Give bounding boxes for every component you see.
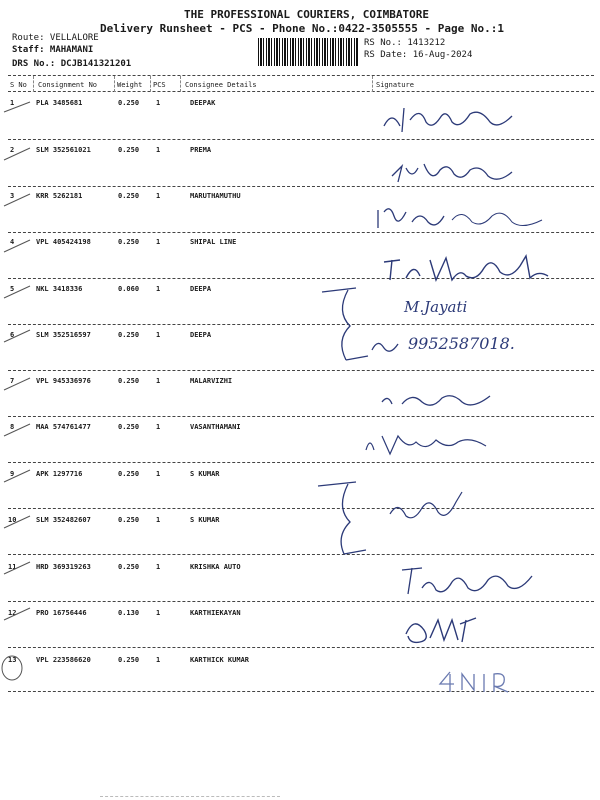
row-sno: 13 <box>8 656 17 664</box>
signature-3 <box>372 200 552 234</box>
row-consignment: VPL 223586620 <box>36 656 91 664</box>
header-top-rule <box>8 75 594 76</box>
col-sno: S No <box>10 81 27 89</box>
signature-2 <box>388 156 528 188</box>
row-pcs: 1 <box>156 331 161 339</box>
row-pcs: 1 <box>156 516 161 524</box>
row-weight: 0.250 <box>118 331 140 339</box>
row-sno: 10 <box>8 516 17 524</box>
row-consignee: VASANTHAMANI <box>190 423 241 431</box>
row-weight: 0.250 <box>118 192 140 200</box>
row-sno: 4 <box>10 238 15 246</box>
row-consignment: SLM 352516597 <box>36 331 91 339</box>
row-sno: 8 <box>10 423 15 431</box>
signature-12 <box>436 664 526 696</box>
signature-11 <box>400 610 490 650</box>
row-consignee: KARTHICK KUMAR <box>190 656 250 664</box>
row-consignment: PRO 16756446 <box>36 609 87 617</box>
row-sno: 2 <box>10 146 15 154</box>
row-consignment: APK 1297716 <box>36 470 83 478</box>
row-pcs: 1 <box>156 377 161 385</box>
row-consignee: DEEPA <box>190 331 212 339</box>
row-sno: 12 <box>8 609 17 617</box>
bracket-mark-2 <box>312 474 372 560</box>
row-sno: 3 <box>10 192 15 200</box>
signature-6-text: 9952587018. <box>408 334 515 353</box>
row-rule <box>8 416 594 417</box>
col-pcs: PCS <box>153 81 166 89</box>
signature-7 <box>378 384 508 414</box>
row-consignee: KRISHKA AUTO <box>190 563 241 571</box>
col-divider <box>180 76 181 92</box>
row-consignment: PLA 3485681 <box>36 99 83 107</box>
row-pcs: 1 <box>156 99 161 107</box>
row-consignee: DEEPAK <box>190 99 216 107</box>
row-consignment: SLM 352482607 <box>36 516 91 524</box>
row-weight: 0.250 <box>118 146 140 154</box>
row-sno: 11 <box>8 563 17 571</box>
row-pcs: 1 <box>156 609 161 617</box>
col-consignee: Consignee Details <box>185 81 257 89</box>
staff-label: Staff: MAHAMANI <box>12 45 94 55</box>
route-label: Route: VELLALORE <box>12 33 99 43</box>
col-signature: Signature <box>376 81 414 89</box>
row-pcs: 1 <box>156 285 161 293</box>
row-consignee: DEEPA <box>190 285 212 293</box>
col-weight: Weight <box>117 81 143 89</box>
row-pcs: 1 <box>156 146 161 154</box>
col-divider <box>372 76 373 92</box>
scan-edge <box>100 796 280 797</box>
signature-5-text: M.Jayati <box>404 298 468 316</box>
row-pcs: 1 <box>156 470 161 478</box>
barcode-image <box>258 38 358 66</box>
row-sno: 6 <box>10 331 15 339</box>
col-divider <box>150 76 151 92</box>
row-weight: 0.250 <box>118 563 140 571</box>
row-sno: 1 <box>10 99 15 107</box>
row-rule <box>8 139 594 140</box>
row-consignment: KRR 5262181 <box>36 192 83 200</box>
signature-9 <box>386 488 476 528</box>
row-consignment: VPL 945336976 <box>36 377 91 385</box>
row-sno: 9 <box>10 470 15 478</box>
rs-date: RS Date: 16-Aug-2024 <box>364 50 473 60</box>
row-consignee: S KUMAR <box>190 470 220 478</box>
signature-6-prefix <box>368 336 404 356</box>
row-pcs: 1 <box>156 423 161 431</box>
row-weight: 0.250 <box>118 238 140 246</box>
row-consignment: HRD 369319263 <box>36 563 91 571</box>
row-consignee: MALARVIZHI <box>190 377 233 385</box>
header-bottom-rule <box>8 91 594 92</box>
row-consignment: SLM 352561021 <box>36 146 91 154</box>
row-weight: 0.250 <box>118 516 140 524</box>
row-consignee: PREMA <box>190 146 212 154</box>
signature-10 <box>398 562 538 600</box>
row-rule <box>8 324 594 325</box>
company-title: THE PROFESSIONAL COURIERS, COIMBATORE <box>184 8 430 21</box>
signature-1 <box>380 100 520 136</box>
row-rule <box>8 370 594 371</box>
row-consignee: S KUMAR <box>190 516 220 524</box>
row-consignment: VPL 405424198 <box>36 238 91 246</box>
row-pcs: 1 <box>156 192 161 200</box>
row-sno: 5 <box>10 285 15 293</box>
row-consignment: MAA 574761477 <box>36 423 91 431</box>
row-rule <box>8 601 594 602</box>
runsheet-title: Delivery Runsheet - PCS - Phone No.:0422-3505555 - Page No.:1 <box>100 22 504 35</box>
row-pcs: 1 <box>156 563 161 571</box>
row-pcs: 1 <box>156 656 161 664</box>
rs-number: RS No.: 1413212 <box>364 38 446 48</box>
signature-8 <box>362 428 502 460</box>
row-weight: 0.250 <box>118 99 140 107</box>
row-consignee: SHIPAL LINE <box>190 238 237 246</box>
row-weight: 0.060 <box>118 285 140 293</box>
col-consignment: Consignment No <box>38 81 98 89</box>
row-rule <box>8 647 594 648</box>
row-consignee: MARUTHAMUTHU <box>190 192 241 200</box>
row-rule <box>8 462 594 463</box>
row-sno: 7 <box>10 377 15 385</box>
row-weight: 0.250 <box>118 470 140 478</box>
row-rule <box>8 508 594 509</box>
row-consignee: KARTHIEKAYAN <box>190 609 241 617</box>
col-divider <box>114 76 115 92</box>
row-pcs: 1 <box>156 238 161 246</box>
bracket-mark-1 <box>316 282 376 366</box>
tick-marks-drawing <box>0 90 40 690</box>
signature-4 <box>380 248 560 288</box>
row-weight: 0.250 <box>118 423 140 431</box>
row-consignment: NKL 3418336 <box>36 285 83 293</box>
row-weight: 0.130 <box>118 609 140 617</box>
row-weight: 0.250 <box>118 377 140 385</box>
row-weight: 0.250 <box>118 656 140 664</box>
row-rule <box>8 554 594 555</box>
drs-number: DRS No.: DCJB141321201 <box>12 59 132 69</box>
